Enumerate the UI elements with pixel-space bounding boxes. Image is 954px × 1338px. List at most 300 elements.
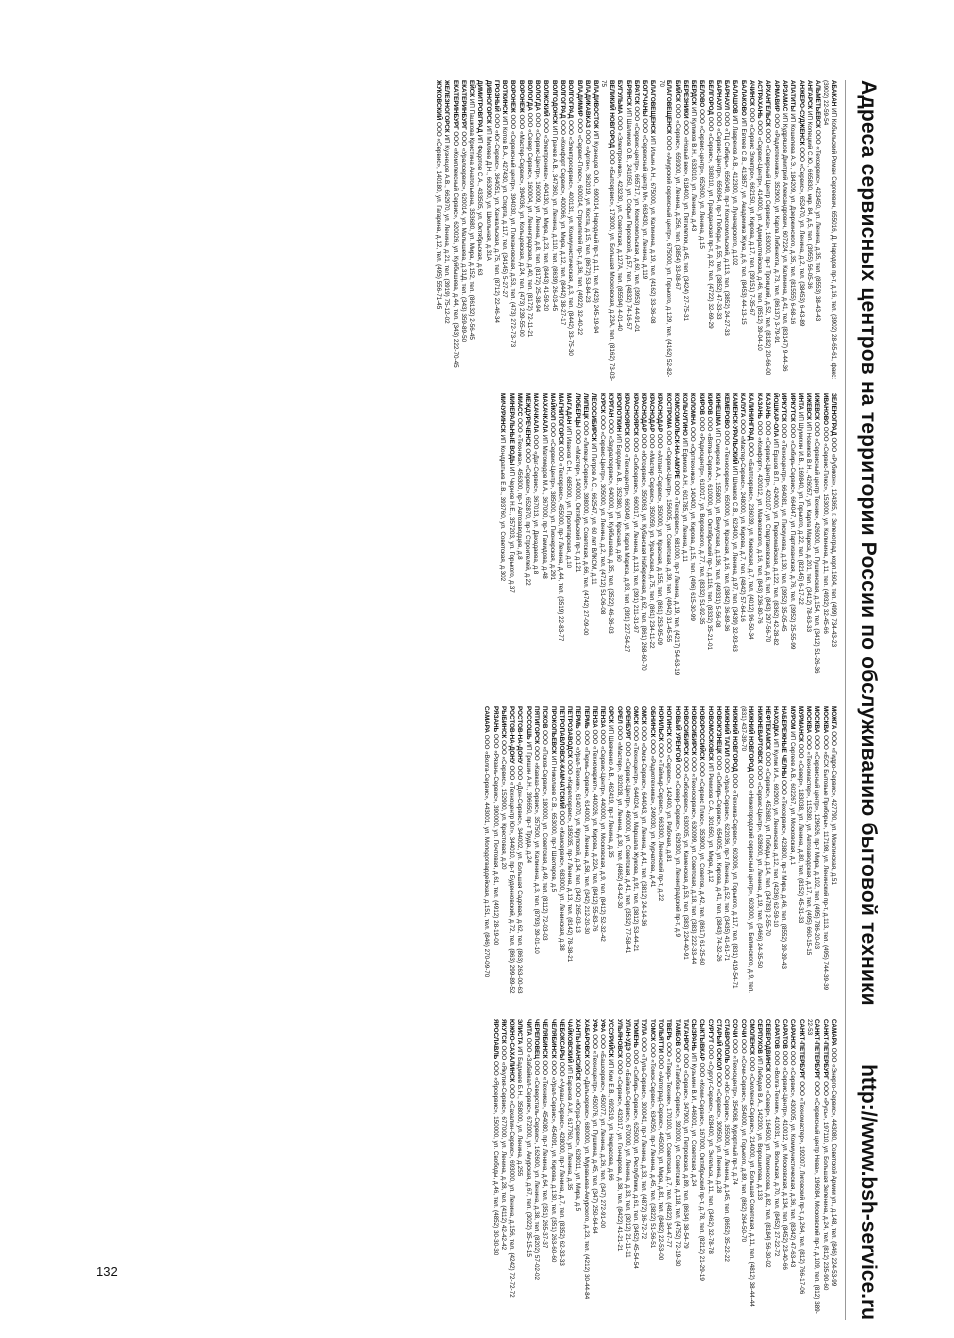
service-center-entry [516,1019,524,1320]
service-center-entry [598,393,606,694]
service-center-entry [673,706,681,1007]
service-center-entry [763,393,771,694]
city-name: СУРГУТ [706,1019,714,1043]
city-name: ЧЕЛЯБИНСК [541,1019,549,1059]
center-details: ООО «Вятка-Сервис», 610000, ул. Октябрьский пр-т, д.116, тел. (8332) 35-21-01 [706,416,714,650]
service-center-entry [780,393,788,694]
service-center-entry [476,80,484,381]
city-name: ЛЮБЕРЦЫ [573,393,581,428]
center-details: ООО «Сервис-центр», 652600, ул. Ленина, д.15 [698,109,706,249]
center-details: ООО «Техномаркет», 440026, ул. Кирова, д.22А, тел. (8412) 55-83-76 [590,729,598,932]
center-details: ООО «Сервис-Центр», 460000, ул. Советская, д.41, тел. (3532) 77-58-41 [623,741,631,954]
center-details: ООО «Сервисный центр Техник», 426000, ул. Пушкинская, д.154, тел. (3412) 51-26-36 [813,421,821,674]
city-name: КРАСНОЯРСК [631,393,639,436]
city-name: МОСКВА [821,706,829,734]
city-name: КИРОВ [706,393,714,415]
service-center-entry [640,1019,648,1320]
center-details: ИП Николаев С.В., 653000, пр-т Шахтеров, д.5 [549,755,557,893]
city-name: АЧИНСК [747,80,755,106]
service-center-entry [698,706,706,1007]
city-name: ОМСК [632,706,640,725]
center-details: ИП Баранов А.И., 617760, ул. Ленина, д.35 [566,1064,574,1191]
service-center-entry [764,1019,772,1320]
service-center-entry [797,80,805,381]
service-center-entry [532,393,540,694]
city-name: БРЯНСК [624,80,632,107]
city-name: ИЖЕВСК [813,393,821,421]
service-center-entry [524,1019,532,1320]
center-details: ООО «Сургут-Сервис», 628400, ул. Энгельса, д.11, тел. (3462) 32-78-78 [706,1044,714,1254]
city-name: АРЗАМАС [781,80,788,112]
city-name: ВОЛГОГРАД [559,80,567,119]
center-details: ООО «Сервис-Центр», 410012, ул. Московская, д.134, тел. (8452) 23-40-66 [781,1050,788,1270]
center-details: ООО «Радиотехника», 249030, ул. Курчатова, д.41 [648,739,656,888]
service-center-entry [829,1019,837,1320]
center-details: ООО «Сервис», 652870, пр-т Строителей, д.22 [524,448,532,586]
city-name: ЧЕЛЯБИНСК [549,1019,557,1059]
center-details: ООО «Сервис-Центр», 385000, ул. Пионерская, д.291 [548,422,556,581]
city-name: ИВАНОВО [821,393,829,426]
service-center-entry [722,393,730,694]
city-name: БАЛАКОВО [739,80,747,116]
service-center-entry [656,1019,664,1320]
city-name: УФА [599,1019,607,1033]
center-details: ИП Кузнецов О.Ю., 690014, Народный пр-т, д.11, тел. (423) 245-19-94 [592,130,600,334]
center-details: ООО «Техноцентр Юг», 344010, пр-т Буденновский, д.72, тел. (863) 299-89-52 [508,765,516,994]
service-center-entry [491,706,499,1007]
page-header [845,80,880,1320]
service-center-entry [813,393,821,694]
center-details: ИП Копецкий С.Ю., 665830, мкр. 84, д.5, тел. (3955) 56-05-36 [805,111,813,289]
center-details: ООО «Север», 164500, ул. Ломоносова, д.82, тел. (8184) 56-30-02 [764,1073,772,1268]
city-name: БОГУЧАНЫ [641,80,649,117]
service-center-entry [681,1019,689,1320]
center-details: ООО «Сервис-центр», 665717, ул. Комсомольская, д.60, тел. (3953) 44-91-01 [632,106,640,333]
service-center-entry [813,80,821,381]
city-name: АРХАНГЕЛЬСК [764,80,772,127]
city-name: МАХАЧКАЛА [540,393,548,433]
center-details: ИП Пашкова Кристина Анатольевна, 353680, ул. Мира, д.152, тел. (86132) 2-56-45 [468,98,476,340]
city-name: ИРКУТСК [780,393,788,422]
city-name: УССУРИЙСК [607,1019,615,1058]
city-name: КОЛОМНА [689,393,697,426]
city-name: НАБЕРЕЖНЫЕ ЧЕЛНЫ [780,706,788,779]
center-details: ООО «Юг-Сервис», 364051, ул. Ханкальская, д.75, тел. (8712) 22-46-34 [492,113,500,323]
city-name: АБАКАН [830,80,837,107]
service-center-entry [796,393,804,694]
center-details: ООО «Техсервис», 681000, пр-т Ленина, д.19, тел. (4217) 54-63-19 [672,480,680,676]
city-name: БЛАГОВЕЩЕНСК [649,80,657,135]
service-center-entry [491,1019,499,1320]
center-details: ООО «Сервис Плюс», 353900, ул. Советов, д.42, тел. (8617) 61-25-60 [698,762,706,966]
service-center-entry [600,80,615,381]
city-name: БАРНАУЛ [723,80,731,110]
city-name: НОВОКУЗНЕЦК [714,706,722,754]
service-center-entry [673,1019,681,1320]
service-center-entry [689,393,697,694]
city-name: ЖЕЛЕЗНОГОРСК [443,80,451,133]
center-details: ООО «Амурский сервисный центр», 675000, ул. Горького, д.129, тел. (4162) 52-82-70 [657,80,673,378]
service-center-entry [483,706,491,1007]
city-name: БЕЛГОРОД [706,80,714,115]
website-url[interactable]: http://www.bsh-service.ru [857,1064,880,1320]
service-center-entry [632,706,640,1007]
center-details: ИП Ефимов А.Н., 601785, ул. Ленина, д.11 [681,437,689,562]
service-center-entry [549,1019,557,1320]
center-details: ООО «Бытсервис», 173000, ул. Большая Московская, д.23А, тел. (8162) 73-03-75 [600,80,616,381]
city-name: ОМСК [640,706,648,725]
city-name: КАЛИНИНГРАД [747,393,755,441]
center-details: ООО «Даг-Сервис», 367013, ул. Дахадаева, д.8 [532,434,540,575]
service-center-entry [697,393,705,694]
center-details: ООО «Липецк-Сервис», 398000, ул. Советская, д.66, тел. (4742) 27-09-00 [582,420,590,636]
service-center-entry [698,80,706,381]
center-details: ООО «Сочи-Сервис», 354000, ул. Горького, д.89, тел. (862) 264-50-70 [739,1039,747,1243]
city-name: ВЛАДИМИР [575,80,583,117]
city-name: СЫЗРАНЬ [690,1019,698,1051]
city-name: НИЖНИЙ НОВГОРОД [747,706,755,772]
city-name: ЕКАТЕРИНБУРГ [451,80,459,130]
city-name: ВОЛОГДА [534,80,542,111]
city-name: ТУЛА [640,1019,648,1036]
city-name: МОСКВА [805,706,813,734]
city-name: КРАСНОЯРСК [623,393,631,436]
center-details: ООО «Балтсервис», 236039, ул. Киевская, д.7, тел. (4012) 96-50-34 [747,442,755,640]
service-center-entry [772,1019,780,1320]
city-name: ДИМИТРОВГРАД [476,80,484,133]
city-name: УЛЬЯНОВСК [615,1019,623,1059]
city-name: СОЧИ [739,1019,747,1038]
city-name: МАГАДАН [565,393,573,425]
center-details: ИП Шмаков С.В., 623400, ул. Ленина, д.97, тел. (3439) 32-93-63 [730,466,738,652]
center-details: ООО «Коми-Сервис», 167000, Октябрьский пр-т, д.78, тел. (8212) 21-29-19 [698,1062,706,1281]
city-name: СОЧИ [731,1019,739,1038]
service-center-entry [499,393,507,694]
city-name: ПЕТРОПАВЛОВСК-КАМЧАТСКИЙ [557,706,565,809]
city-name: БЛАГОВЕЩЕНСК [665,80,673,135]
city-name: ТОЛЬЯТТИ [657,1019,665,1053]
city-name: НОВЫЙ УРЕНГОЙ [673,706,681,763]
center-details: ООО «Русь», 197110, ул. Большая Зеленина, д.24, тел. (812) 235-90-60 [821,1081,829,1291]
center-details: ООО «Мастер», 302028, ул. Ленина, д.30, тел. (4862) 43-42-30 [615,725,623,909]
city-name: КИРОВ [697,393,705,415]
service-center-entry [821,706,829,1007]
center-details: ИП Ким Е.В., 692519, ул. Некрасова, д.66 [607,1059,615,1181]
city-name: БАРНАУЛ [714,80,722,110]
service-center-entry [648,1019,656,1320]
service-center-entry [574,1019,582,1320]
center-details: ООО «Комфорт Сервис», 400066, ул. Мира, д.12, тел. (8442) 38-27-17 [559,120,567,326]
service-center-entry [647,393,655,694]
center-details: ООО «Электроника», 423230, ул. Советская, д.127А, тел. (85594) 4-01-40 [616,115,624,332]
city-name: ЕЙСК [468,80,476,98]
city-name: АНЖЕРО-СУДЖЕНСК [797,80,805,146]
service-center-entry [788,393,796,694]
city-name: НИЖНИЙ НОВГОРОД [731,706,739,772]
city-name: ЗЕЛЕНОГРАД [830,393,837,436]
city-name: САРАТОВ [781,1019,788,1049]
center-details: ООО «Волга-Сервис», 443001, ул. Молодогвардейская, д.151, тел. (846) 270-09-70 [483,734,491,978]
city-name: РЯЗАНЬ [491,706,499,733]
city-name: ИНТА [796,393,804,411]
service-center-entry [443,80,451,381]
service-center-entry [689,706,697,1007]
center-details: ООО «Омск-Сервис», 644043, ул. Ленина, д.41, тел. (3812) 24-14-36 [640,726,648,927]
service-center-entry [557,1019,565,1320]
service-center-entry [681,80,689,381]
service-center-entry [796,706,804,1007]
service-center-entry [722,1019,730,1320]
city-name: ХАНТЫ-МАНСИЙСК [574,1019,582,1081]
city-name: БАЛАШОВ [731,80,739,114]
service-center-entry [541,706,549,1007]
center-details: ООО «Техсервис», 423450, ул. Ленина, д.35, тел. (8553) 38-43-43 [814,129,822,322]
city-name: НОВОСИБИРСК [690,706,698,756]
city-name: РОССОШЬ [524,706,532,740]
center-details: ИП Бадмаев Б.Н., 358000, ул. Ленина, д.255 [516,1046,524,1177]
city-name: ТВЕРЬ [665,1019,673,1041]
service-center-entry [829,393,837,694]
center-details: ООО «Мастер», 140000, Октябрьский пр-т, д.121 [573,429,581,573]
service-center-entry [763,706,771,1007]
city-name: ВЛАДИКАВКАЗ [583,80,591,128]
center-details: ИП Бородин А.В., 352380, ул. Красная, д.60 [615,433,623,562]
city-name: КАЗАНЬ [763,393,771,419]
service-center-entry [649,80,657,381]
city-name: АЛЬМЕТЬЕВСК [814,80,822,129]
city-name: САРАТОВ [772,1019,780,1049]
center-details: ООО «Сервис-Центр», 628600, ул. Ленина, д.19, тел. (3466) 24-35-50 [755,765,763,969]
center-details: ООО «Юг-Сервис», 355000, ул. Ленина, д.145, тел. (8652) 35-22-22 [723,1064,731,1262]
city-name: ПЕРМЬ [582,706,590,729]
service-center-entry [747,80,755,381]
center-details: ООО «Энерго-Сервис», 443080, Советской Армии ул., д.148, тел. (846) 224-53-99 [830,1047,837,1287]
city-name: АСТРАХАНЬ [756,80,764,119]
service-center-entry [689,1019,697,1320]
service-center-entry [756,1019,764,1320]
center-details: ООО «Техсервис», 423800, пр-т Мира, д.46, тел. (8552) 39-39-43 [780,780,788,969]
service-center-entry [730,393,738,694]
service-center-entry [532,1019,540,1320]
center-details: ИП Кобыльский Роман Сергеевич, 655016, Д. Народов пр-т, д.16, тел. (3902) 28-65-61, факс: (3902) 22-59-54 [822,80,837,380]
city-name: МАХАЧКАЛА [532,393,540,433]
city-name: ПЕРМЬ [574,706,582,729]
city-name: ЕКАТЕРИНБУРГ [459,80,467,130]
city-name: ХАБАРОВСК [582,1019,590,1059]
center-details: ООО «Башсервис», 450077, ул. Ленина, д.26, тел. (347) 272-91-00 [599,1034,607,1229]
city-name: НАХОДКА [772,706,780,737]
service-center-entry [656,706,664,1007]
service-center-entry [508,1019,516,1320]
service-center-entry [550,80,558,381]
service-center-entry [731,706,739,1007]
service-center-entry [616,80,624,381]
center-details: ООО «Сервис-Центр», 440000, ул. Московская, д.9, тел. (8412) 52-32-42 [599,729,607,942]
service-center-entry [829,706,837,1007]
center-details: ООО «Оргтехника», 140400, ул. Кирова, д.15, тел. (496) 615-30-99 [689,427,697,621]
city-name: ТОМСК [648,1019,656,1042]
center-details: ООО «Техноцентр», 660049, ул. Карла Маркса, д.93, тел. (391) 227-54-27 [623,437,631,653]
city-name: СТАРЫЙ ОСКОЛ [714,1019,722,1071]
center-details: ИП Кудряшов Дмитрий Александрович, 607224, ул. Калинина, д.41, тел. (83147) 9-44-36 [781,113,788,372]
center-details: ООО «Техсервис», 455000, пр-т Ленина, д.44, тел. (3519) 22-83-77 [557,446,565,642]
center-details: ИП Куликов В.Н., 633010, ул. Ленина, д.43 [690,107,698,232]
center-details: ООО «Забайкал-Сервис», 672000, ул. Амурская, д.67, тел. (3022) 35-15-15 [524,1037,532,1257]
city-name: ПСКОВ [541,706,549,729]
city-name: БЕРДСК [690,80,698,106]
center-details: ИП Кузнецов А.В., 662970, ул. Ленина, д.21, тел. (3919) 75-12-02 [443,134,451,324]
center-details: ООО «Техноцентр», 354068, Курортный пр-т, д.74 [731,1039,739,1185]
service-center-entry [574,706,582,1007]
center-details: ООО «Рязань-Сервис», 390000, ул. Почтовая, д.61, тел. (4912) 28-19-00 [491,733,499,946]
city-name: ВОРОНЕЖ [517,80,525,113]
city-name: ВОЛОГДА [525,80,533,111]
city-name: НОВОСИБИРСК [681,706,689,756]
center-details: ИП Иванов С.Н., 685000, ул. Пролетарская, д.10 [565,426,573,569]
center-details: ООО «Сервис», 347900, ул. Петровская, д.89, тел. (8634) 38-54-79 [681,1053,689,1249]
service-center-entry [598,706,606,1007]
city-name: ВОРОНЕЖ [509,80,517,113]
center-details: ООО «Дальсервис», 680000, ул. Муравьева-Амурского, д.23, тел. (4212) 30-44-84 [582,1060,590,1300]
center-details: ООО «Чуваш-Сервис», 428000, пр-т Ленина, д.7, тел. (8352) 62-33-33 [557,1061,565,1266]
city-name: ПРОКОПЬЕВСК [549,706,557,755]
city-name: МИАСС [515,393,523,417]
center-details: ООО «Сервис-Плюс», 600014, Строителей пр-т, д.36, тел. (4922) 32-40-22 [575,118,583,336]
center-details: ИП Лавренов А.В., 412300, ул. Луначарского, д.102 [731,115,739,266]
center-details: ООО «ТЦ Сибирь», 656049, пр-т Комсомольский, д.113, тел. (3852) 24-27-33 [723,111,731,336]
service-center-entry [714,393,722,694]
center-details: ИП Сергеев А.В., 602267, ул. Московская, д.1 [788,731,796,865]
center-details: ООО «Сибирь-Сервис», 625000, ул. Республики, д.61, тел. (3452) 45-54-54 [632,1049,640,1269]
page-title: Адреса сервисных центров на территории России по обслуживанию бытовой техники [857,80,880,1006]
center-details: ООО «Северсталь-Сервис», 162600, ул. Ленина, д.38, тел. (8202) 57-02-02 [533,1060,541,1281]
city-name: СТАВРОПОЛЬ [723,1019,731,1064]
center-details: ИП Федотов С.А., 433505, ул. Октябрьская, д.63 [476,134,484,276]
center-details: ИП Кондратьев Е.В., 393760, ул. Советская, д.302 [499,434,507,582]
service-center-entry [557,393,565,694]
center-details: ООО «Мастер-Сервис», 394036, ул. Кольцовская, д.24, тел. (473) 239-55-00 [517,114,525,337]
service-center-entry [731,80,739,381]
center-details: ООО «Сахалин-Сервис», 693000, ул. Ленина, д.156, тел. (4242) 72-72-72 [508,1083,516,1298]
service-center-entry [731,1019,739,1320]
city-name: КУРГАН [606,393,614,418]
service-center-entry [624,80,632,381]
city-name: ТАГАНРОГ [681,1019,689,1052]
service-center-entry [639,393,647,694]
service-center-entry [623,393,631,694]
city-name: ВОЛЖСКИЙ [542,80,550,117]
service-center-entry [747,1019,755,1320]
center-details: ООО «Техноцентр», 664081, ул. Пискунова, д.130, тел. (3952) 35-05-45 [780,423,788,632]
service-center-entry [672,393,680,694]
service-center-entry [805,393,813,694]
service-center-entry [575,80,583,381]
center-details: ООО «Югсервис», 350063, ул. Кубанская Набережная, д.62, тел. (861) 268-60-70 [639,433,647,671]
service-center-entry [581,393,589,694]
city-name: КАЗАНЬ [755,393,763,419]
service-center-entry [780,1019,788,1320]
service-center-entry [565,1019,573,1320]
city-name: ЧЕБОКСАРЫ [557,1019,565,1061]
city-name: СЫКТЫВКАР [698,1019,706,1061]
center-details: ООО «Сервисный центр», 394030, ул. Плехановская, д.53, тел. (473) 272-73-73 [509,114,517,348]
center-details: ООО «Электросервис», 400131, ул. Коммунистическая, д.3, тел. (8442) 33-75-30 [567,120,575,356]
center-details: ООО «Урал-Техник», 614070, ул. Крупской, д.34, тел. (342) 265-03-13 [574,730,582,933]
center-details: ИП Евтеев С.В., 413857, ул. Академика Жука, д.6, тел. (8453) 44-13-15 [739,117,747,325]
center-details: ООО «Техномастер», 115280, ул. Автозаводская, д.17, тел. (495) 660-15-15 [805,735,813,956]
center-details: ООО «Сервис», 652470, ул. Ленина, д.2, тел. (38453) 6-43-89 [797,147,805,327]
center-details: ООО «Волга-Техник», 410031, ул. Вольская, д.70, тел. (8452) 27-22-72 [772,1050,780,1257]
center-details: ООО «Гидро-Сервис», 427790, ул. Можгинская, д.51 [830,731,837,885]
service-center-entry [665,1019,673,1320]
city-name: ЙОШКАР-ОЛА [772,393,780,438]
city-name: НЕФТЕКАМСК [763,706,771,750]
center-details: ООО «Сибирь-Сервис», 664047, ул. Партизанская, д.76, тел. (3952) 25-55-99 [788,423,796,650]
center-details: ИП Петров А.С., 662547, ул. 60 лет ВЛКСМ, д.11 [590,443,598,585]
service-center-entry [822,80,837,381]
service-center-entry [706,80,714,381]
center-details: ИП Шумихин И.В., 169840, ул. Горького, д.22, тел. (82145) 6-17-22 [796,411,804,605]
service-center-entry [606,393,614,694]
service-center-entry [541,1019,549,1320]
city-name: СЕРПУХОВ [756,1019,764,1054]
center-details: ООО «Мастер-Сервис», 248000, ул. Кирова, д.7, тел. (4842) 57-64-16 [739,419,747,622]
center-details: ООО «Кавказ-Сервис», 357500, ул. Калинина, д.3, тел. (8793) 39-01-10 [533,746,541,954]
city-name: МОЖГА [830,706,837,730]
center-details: ООО «Сервис-Плюс», 153000, ул. Калинина, д.11, тел. (4932) 32-45-66 [821,426,829,634]
city-name: ОРЕНБУРГ [623,706,631,740]
city-name: НОГИНСК [665,706,673,737]
city-name: РОСТОВ-НА-ДОНУ [516,706,524,764]
city-name: КУРСК [598,393,606,414]
center-details: ИП Шалимов О.В., 241050, ул. Софьи Перовской, д.57, тел. (4832) 74-16-57 [624,107,632,330]
center-details: ООО «Новый век», 618400, ул. Пятилетки, д.45, тел. (3424) 27-75-31 [681,120,689,321]
center-details: ООО «Сервис», 309500, ул. Ленина, д.28 [714,1072,722,1193]
city-name: ВЛАДИВОСТОК [592,80,600,129]
service-center-entry [557,706,565,1007]
service-center-entry [772,80,780,381]
service-center-entry [615,706,623,1007]
center-details: ООО «Байкал-Сервис», 670000, ул. Ленина, д.33, тел. (3012) 21-11-11 [623,1052,631,1258]
city-name: УФА [590,1019,598,1033]
service-center-entry [607,706,615,1007]
city-name: ЛИПЕЦК [582,393,590,420]
center-details: ООО «БСХ Бытовые Приборы», 117198, ул. Ленинский пр-т, д.113, тел. (495) 744-39-39 [821,735,829,991]
center-details: ООО «Автоград-Сервис», 445000, ул. Мира, д.81, тел. (8482) 22-53-00 [657,1054,665,1261]
service-center-entry [623,706,631,1007]
center-details: ООО «Атлант-Сервис», 350000, ул. Красная, д.155, тел. (861) 253-95-09 [656,433,664,646]
center-details: ООО «Смоленск-Сервис», 214000, ул. Большая Советская, д.11, тел. (4812) 38-44-44 [747,1056,755,1307]
service-center-entry [656,393,664,694]
service-center-entry [755,706,763,1007]
center-details: ООО «Северный Центр Сервиса», 163000, пр-т Троицкий, д.52, тел. (8182) 20-66-00 [764,128,772,376]
city-name: ВЕЛИКИЙ НОВГОРОД [608,80,616,149]
city-name: БЕРЕЗНИКИ [681,80,689,119]
city-name: МИНЕРАЛЬНЫЕ ВОДЫ [507,393,515,466]
center-details: ООО «Тверь-Техник», 170100, ул. Советская, д.7, тел. (4822) 34-47-77 [665,1042,673,1248]
city-name: ЖУКОВСКИЙ [435,80,443,121]
center-details: ООО «Сервис», 452680, ул. Победы, д.14, тел. (34783) 2-55-70 [763,751,771,936]
center-details: ООО «Псков-Сервис», 180000, ул. Советская, д.49, тел. (8112) 72-03-03 [541,730,549,941]
city-name: РОСТОВ-НА-ДОНУ [508,706,516,764]
service-center-entry [714,80,722,381]
service-center-entry [673,80,681,381]
city-name: ВОЛГОДОНСК [550,80,558,125]
center-details: ООО «Сервис», 659300, ул. Ленина, д.256, тел. (3854) 33-08-67 [673,103,681,290]
center-details: ООО «Сервис Электро», 662150, ул. Кирова, д.17, тел. (39151) 7-35-67 [747,107,755,316]
service-center-entry [722,706,730,1007]
service-center-entry [780,80,788,381]
